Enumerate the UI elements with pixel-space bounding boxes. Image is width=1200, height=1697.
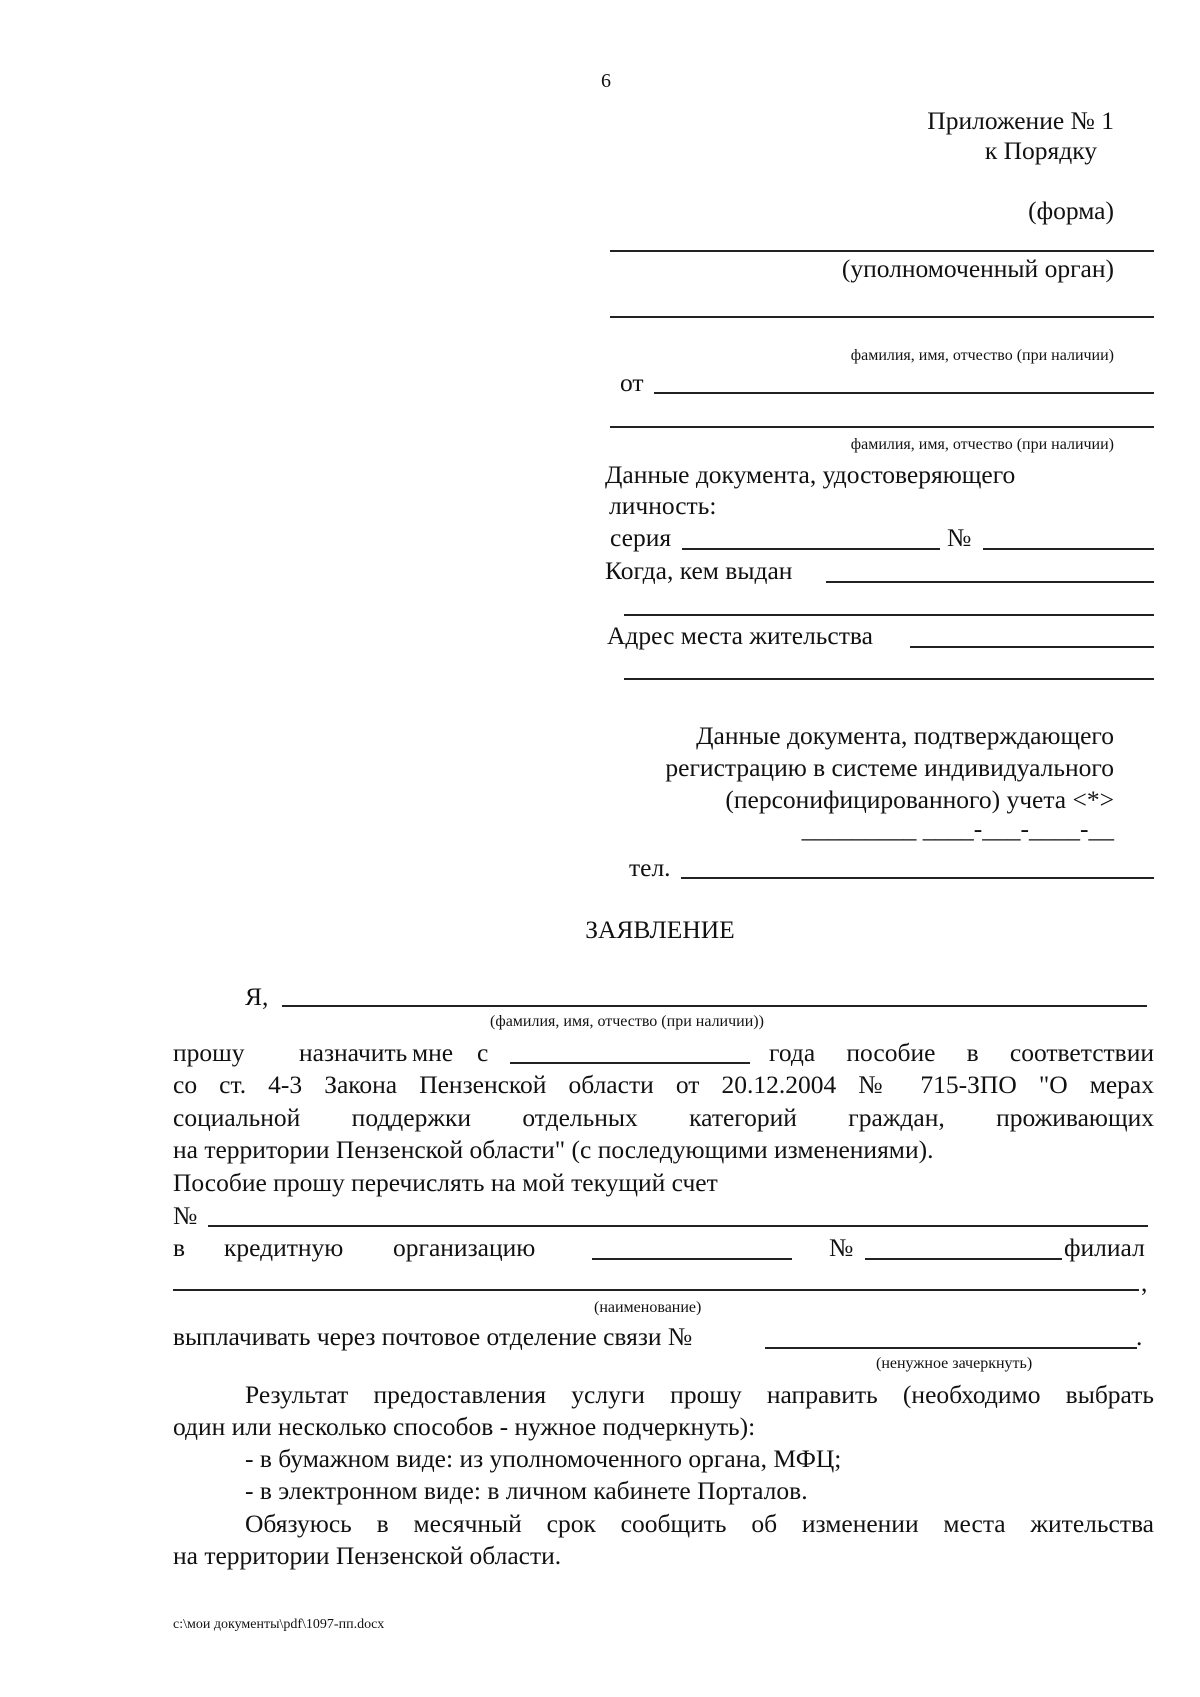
snils-field[interactable]: _________ ____-___-____-__ [801,814,1114,843]
oblige-text-1: Обязуюсь в месячный срок сообщить об изменении места жительства [245,1509,1154,1538]
p1-word-2: назначить [299,1038,408,1067]
series-label: серия [610,523,672,552]
oblige-text-2: на территории Пензенской области. [173,1541,562,1570]
id-number-line[interactable] [983,548,1154,550]
applicant-fio-line[interactable] [282,1005,1147,1007]
bank-word-2: кредитную [224,1233,344,1262]
p1-line-3: социальной поддержки отдельных категорий граждан, проживающих [173,1103,1154,1132]
fio-hint-1: фамилия, имя, отчество (при наличии) [850,347,1114,364]
document-title: ЗАЯВЛЕНИЕ [585,915,735,944]
reg-doc-label-2: регистрацию в системе индивидуального [665,753,1114,782]
post-text: выплачивать через почтовое отделение связи № [173,1322,693,1351]
authority-line[interactable] [610,250,1154,252]
bank-name-line[interactable] [592,1258,792,1260]
electronic-option[interactable]: - в электронном виде: в личном кабинете Порталов. [245,1476,808,1505]
branch-name-line[interactable] [173,1289,1139,1291]
applicant-fio-hint: (фамилия, имя, отчество (при наличии)) [490,1013,764,1030]
branch-label: филиал [1064,1233,1145,1262]
post-office-line[interactable] [765,1347,1137,1349]
bank-word-3: организацию [393,1233,536,1262]
address-line[interactable] [910,646,1154,648]
bank-number-line[interactable] [865,1258,1062,1260]
post-end: . [1136,1322,1143,1351]
account-number-line[interactable] [208,1225,1148,1227]
fio-hint-2: фамилия, имя, отчество (при наличии) [850,436,1114,453]
bank-word-1: в [173,1233,186,1262]
name-hint: (наименование) [594,1299,702,1316]
i-prefix: Я, [245,982,269,1011]
id-doc-label-1: Данные документа, удостоверяющего [605,460,1016,489]
appendix-to-label: к Порядку [984,136,1097,165]
account-number-label: № [173,1201,198,1230]
issued-label: Когда, кем выдан [605,556,793,585]
appendix-label: Приложение № 1 [927,106,1114,135]
reg-doc-label-3: (персонифицированного) учета <*> [725,785,1114,814]
p1-word-1: прошу [173,1038,245,1067]
from-line[interactable] [654,392,1154,394]
phone-label: тел. [629,853,671,882]
branch-comma: , [1141,1268,1148,1297]
p1-line-4: на территории Пензенской области" (с последующими изменениями). [173,1135,934,1164]
issued-line-2[interactable] [624,614,1154,616]
strike-hint: (ненужное зачеркнуть) [876,1355,1033,1372]
address-line-2[interactable] [624,678,1154,680]
issued-line[interactable] [826,581,1154,583]
from-label: от [620,368,644,397]
address-label: Адрес места жительства [607,621,873,650]
transfer-text: Пособие прошу перечислять на мой текущий счет [173,1168,718,1197]
result-text-2: один или несколько способов - нужное подчеркнуть): [173,1412,756,1441]
page-number: 6 [601,70,611,92]
phone-line[interactable] [681,877,1154,879]
footer-file-path: c:\мои документы\pdf\1097-пп.docx [173,1617,385,1632]
p1-line-2: со ст. 4-3 Закона Пензенской области от 20.12.2004 № 715-ЗПО "О мерах [173,1070,1154,1099]
authority-label: (уполномоченный орган) [841,254,1114,283]
start-date-line[interactable] [510,1062,750,1064]
fio-line-2[interactable] [610,426,1154,428]
p1-rest: года пособие в соответствии [769,1038,1154,1067]
p1-word-4: с [477,1038,489,1067]
series-line[interactable] [682,548,940,550]
paper-option[interactable]: - в бумажном виде: из уполномоченного органа, МФЦ; [245,1444,842,1473]
bank-number-label: № [829,1233,854,1262]
fio-line-1[interactable] [610,316,1154,318]
id-doc-label-2: личность: [609,491,717,520]
reg-doc-label-1: Данные документа, подтверждающего [696,721,1114,750]
p1-word-3: мне [412,1038,454,1067]
id-number-label: № [947,523,972,552]
form-label: (форма) [1028,196,1114,225]
result-text-1: Результат предоставления услуги прошу направить (необходимо выбрать [245,1380,1154,1409]
